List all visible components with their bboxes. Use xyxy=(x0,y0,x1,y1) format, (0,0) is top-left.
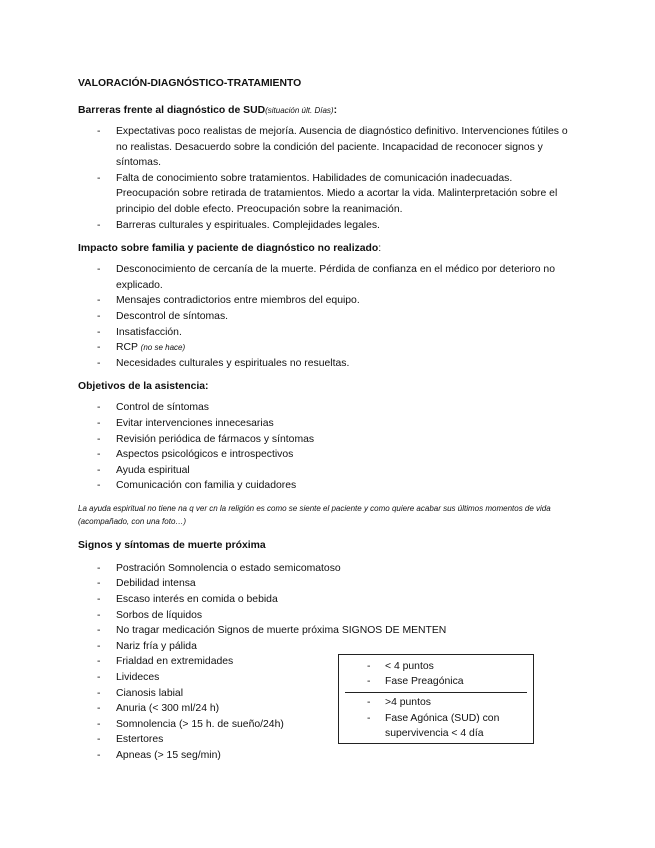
signos-heading: Signos y síntomas de muerte próxima xyxy=(78,539,266,551)
objetivos-heading: Objetivos de la asistencia: xyxy=(78,381,209,393)
document-page xyxy=(78,78,578,772)
list-item: - Comunicación con familia y cuidadores xyxy=(78,478,578,494)
list-item: - Somnolencia (> 15 h. de sueño/24h) xyxy=(78,717,578,733)
list-item: - Fase Preagónica xyxy=(345,674,527,690)
barreras-heading-text: Barreras frente al diagnóstico de SUD xyxy=(78,105,266,116)
list-item: - Cianosis labial xyxy=(78,686,578,702)
rcp-note: (no se hace) xyxy=(140,343,186,353)
menten-divider xyxy=(345,692,527,693)
list-item: - Escaso interés en comida o bebida xyxy=(78,592,578,608)
list-item: - Expectativas poco realistas de mejoría. Ausencia de diagnóstico definitivo. Intervenciones fútiles o no realistas. Desacuerdo sobre la condición del paciente. Incapacidad de reconocer signos y síntomas. xyxy=(78,124,578,171)
list-item: - Descontrol de síntomas. xyxy=(78,309,578,325)
list-item: - Ayuda espiritual xyxy=(78,463,578,479)
signos-block xyxy=(78,561,578,764)
list-item: - Nariz fría y pálida xyxy=(78,639,578,655)
list-item: - Desconocimiento de cercanía de la muerte. Pérdida de confianza en el médico por deterioro no explicado. xyxy=(78,262,578,293)
list-item: - Anuria (< 300 ml/24 h) xyxy=(78,701,578,717)
list-item: - Postración Somnolencia o estado semicomatoso xyxy=(78,561,578,577)
menten-bottom-list xyxy=(345,695,527,742)
barreras-list xyxy=(78,124,578,233)
impacto-heading-text: Impacto sobre familia y paciente de diagnóstico no realizado xyxy=(78,243,379,255)
impacto-heading-colon: : xyxy=(378,243,382,255)
menten-top-list xyxy=(345,659,527,690)
list-item: - Revisión periódica de fármacos y síntomas xyxy=(78,432,578,448)
list-item: - Barreras culturales y espirituales. Complejidades legales. xyxy=(78,218,578,234)
menten-score-box xyxy=(338,654,534,744)
page-title: VALORACIÓN-DIAGNÓSTICO-TRATAMIENTO xyxy=(78,78,302,89)
list-item: - Apneas (> 15 seg/min) xyxy=(78,748,578,764)
list-item-rcp xyxy=(78,340,578,356)
barreras-heading-colon: : xyxy=(333,105,338,116)
impacto-heading xyxy=(78,241,578,256)
objetivos-list xyxy=(78,400,578,494)
rcp-label: RCP xyxy=(116,342,138,354)
list-item: - Necesidades culturales y espirituales no resueltas. xyxy=(78,356,578,372)
impacto-list xyxy=(78,262,578,371)
objetivos-aside-note: La ayuda espiritual no tiene na q ver cn la religión es como se siente el paciente y como quiere acabar sus últimos momentos de vida (acompañado, con una foto…) xyxy=(78,503,551,526)
list-item: - No tragar medicación Signos de muerte próxima SIGNOS DE MENTEN xyxy=(78,623,578,639)
list-item: - Control de síntomas xyxy=(78,400,578,416)
list-item: - Aspectos psicológicos e introspectivos xyxy=(78,447,578,463)
barreras-heading xyxy=(78,103,578,118)
list-item: - Livideces xyxy=(78,670,578,686)
list-item: - Insatisfacción. xyxy=(78,325,578,341)
list-item: - < 4 puntos xyxy=(345,659,527,675)
list-item: - Fase Agónica (SUD) con supervivencia < 4 día xyxy=(345,711,527,742)
list-item: - Debilidad intensa xyxy=(78,576,578,592)
barreras-heading-note: (situación últ. Días) xyxy=(265,106,334,115)
list-item: - Falta de conocimiento sobre tratamientos. Habilidades de comunicación inadecuadas. Preocupación sobre retirada de tratamientos. Miedo a acortar la vida. Malinterpretación sobre el principio del doble efecto. Preocupación sobre la reanimación. xyxy=(78,171,578,218)
list-item: - >4 puntos xyxy=(345,695,527,711)
list-item: - Frialdad en extremidades xyxy=(78,654,578,670)
list-item: - Sorbos de líquidos xyxy=(78,608,578,624)
list-item: - Estertores xyxy=(78,732,578,748)
list-item: - Evitar intervenciones innecesarias xyxy=(78,416,578,432)
list-item: - Mensajes contradictorios entre miembros del equipo. xyxy=(78,293,578,309)
